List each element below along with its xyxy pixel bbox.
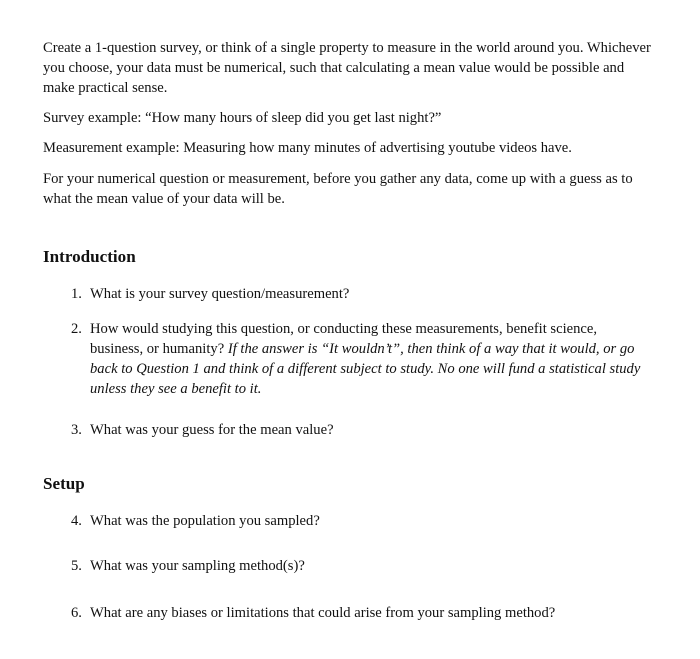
question-number: 4. [71, 513, 82, 529]
question-text: What was the population you sampled? [90, 513, 320, 529]
question-text: What is your survey question/measurement? [90, 286, 350, 302]
question-item [71, 603, 651, 623]
question-text: How would studying this question, or conducting these measurements, benefit science, business, or humanity? [90, 321, 598, 357]
instructions-paragraph: Create a 1-question survey, or think of a single property to measure in the world around you. Whichever you choose, your data must be numerical, such that calculating a mean value would be possible and make practical sense. [43, 40, 651, 96]
question-number: 1. [71, 286, 82, 302]
setup-heading: Setup [43, 474, 85, 493]
question-body [90, 319, 651, 399]
question-number: 5. [71, 558, 82, 574]
question-item [71, 556, 651, 576]
question-item [71, 284, 651, 304]
question-number: 2. [71, 321, 82, 337]
measurement-example: Measurement example: Measuring how many minutes of advertising youtube videos have. [43, 140, 572, 156]
guess-instruction: For your numerical question or measurement, before you gather any data, come up with a guess as to what the mean value of your data will be. [43, 171, 633, 207]
question-number: 6. [71, 605, 82, 621]
question-text: What was your guess for the mean value? [90, 422, 334, 438]
question-text: What are any biases or limitations that could arise from your sampling method? [90, 605, 556, 621]
question-number: 3. [71, 422, 82, 438]
question-item [71, 511, 651, 531]
question-text: What was your sampling method(s)? [90, 558, 305, 574]
introduction-heading: Introduction [43, 247, 136, 266]
survey-example: Survey example: “How many hours of sleep did you get last night?” [43, 110, 442, 126]
question-italic-note: If the answer is “It wouldn’t”, then think of a way that it would, or go back to Question 1 and think of a different subject to study. No one will fund a statistical study unless they see a benefit to it. [90, 341, 641, 397]
question-item [71, 420, 651, 440]
question-item [71, 319, 651, 399]
